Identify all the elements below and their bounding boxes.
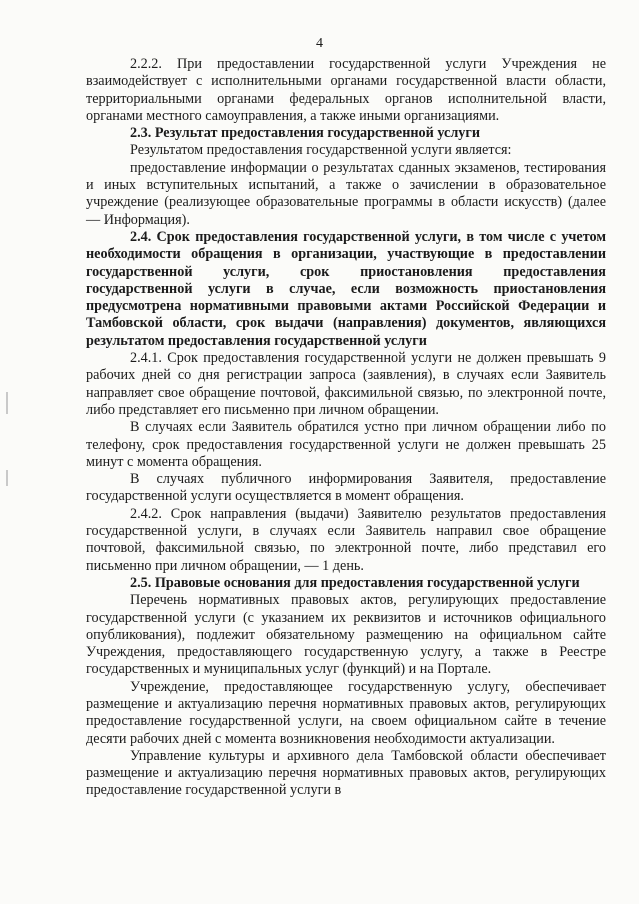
paragraph-2-4-2: 2.4.2. Срок направления (выдачи) Заявителю результатов предоставления государственной услуги, в случаях если Заявитель направил свое обращение почтовой, факсимильной связью, по электронной почте, либо представил его письменно при личном обращении, — 1 день. (86, 505, 606, 574)
paragraph-institution-duty: Учреждение, предоставляющее государственную услугу, обеспечивает размещение и актуализацию перечня нормативных правовых актов, регулирующих предоставление государственной услуги, на своем официальном сайте в течение десяти рабочих дней с момента возникновения необходимости актуализации. (86, 678, 606, 747)
paragraph-oral-request: В случаях если Заявитель обратился устно при личном обращении либо по телефону, срок предоставления государственной услуги не должен превышать 25 минут с момента обращения. (86, 419, 606, 470)
paragraph-culture-department: Управление культуры и архивного дела Тамбовской области обеспечивает размещение и актуализацию перечня нормативных правовых актов, регулирующих предоставление государственной услуги в (86, 747, 606, 799)
paragraph-2-4-1: 2.4.1. Срок предоставления государственной услуги не должен превышать 9 рабочих дней со дня регистрации запроса (заявления), в случаях если Заявитель направляет свое обращение почтовой, факсимильной связью, по электронной почте, либо представляет его письменно при личном обращении. (86, 350, 606, 418)
paragraph-2-2-2: 2.2.2. При предоставлении государственной услуги Учреждения не взаимодействует с исполнительными органами государственной власти области, территориальными органами федеральных органов исполнительной власти, органами местного самоуправления, а также иными организациями. (86, 56, 606, 124)
paragraph-public-info: В случаях публичного информирования Заявителя, предоставление государственной услуги осуществляется в момент обращения. (86, 471, 606, 505)
page-number: 4 (316, 36, 323, 51)
paragraph-result-intro: Результатом предоставления государственной услуги является: (130, 142, 512, 159)
document-body (86, 56, 606, 800)
heading-2-5: 2.5. Правовые основания для предоставления государственной услуги (130, 574, 580, 591)
paragraph-legal-list: Перечень нормативных правовых актов, регулирующих предоставление государственной услуги (с указанием их реквизитов и источников официального опубликования), подлежит обязательному размещению на официальном сайте Учреждения, предоставляющего государственную услугу, а также в Реестре государственных и муниципальных услуг (функций) и на Портале. (86, 592, 606, 678)
heading-2-3: 2.3. Результат предоставления государственной услуги (130, 125, 481, 142)
heading-2-4: 2.4. Срок предоставления государственной услуги, в том числе с учетом необходимости обращения в организации, участвующие в предоставлении государственной услуги, срок приостановления предоставления государственной услуги в случае, если возможность приостановления предусмотрена нормативными правовыми актами Российской Федерации и Тамбовской области, срок выдачи (направления) документов, являющихся результатом предоставления государственной услуги (86, 228, 606, 349)
scan-artifact (6, 392, 8, 414)
scan-artifact (6, 470, 8, 486)
paragraph-result-info: предоставление информации о результатах сданных экзаменов, тестирования и иных вступительных испытаний, а также о зачислении в образовательное учреждение (реализующее образовательные программы в области искусств) (далее — Информация). (86, 159, 606, 228)
